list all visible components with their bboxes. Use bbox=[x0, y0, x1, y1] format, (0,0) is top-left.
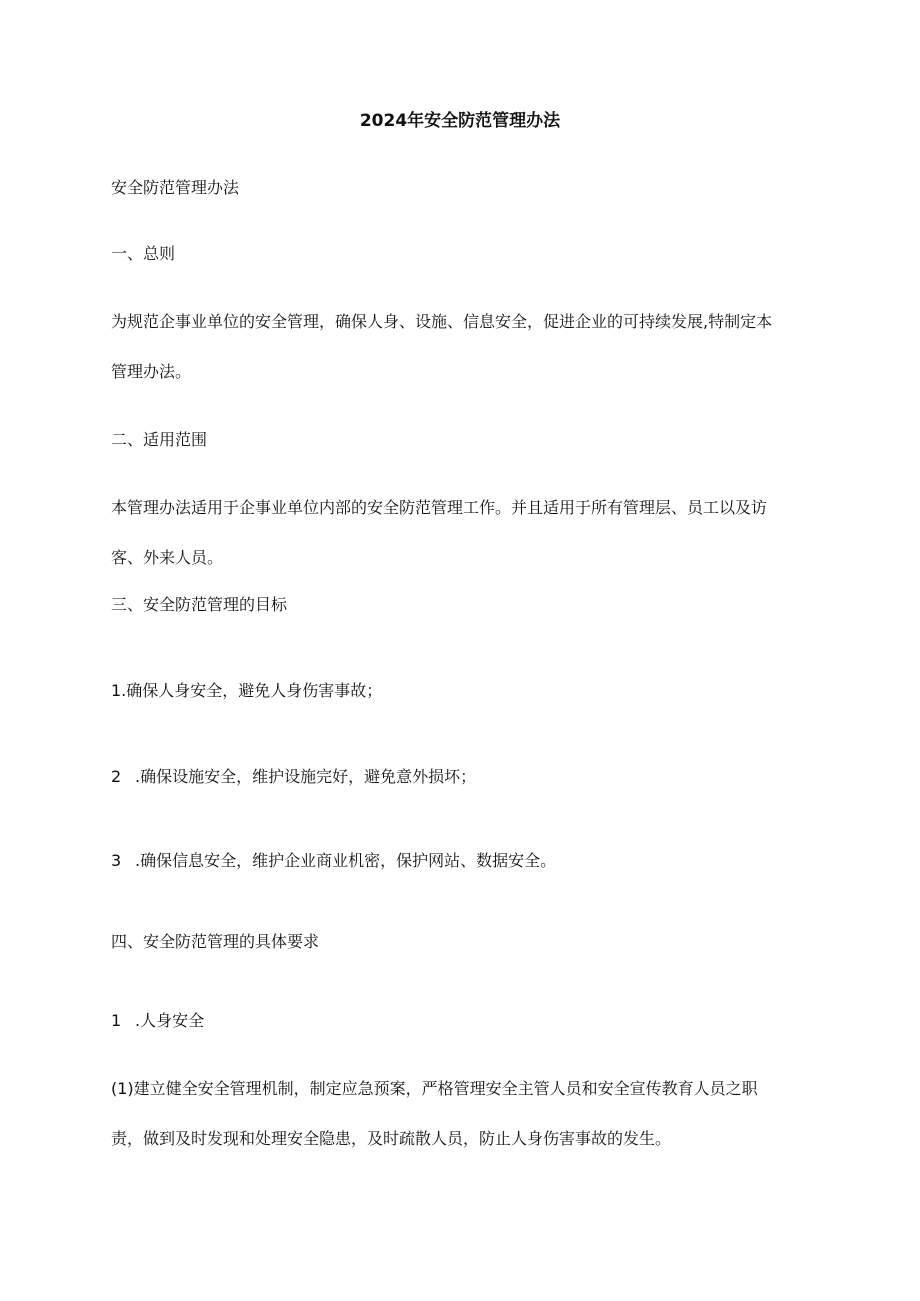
paragraph-line: (1)建立健全安全管理机制，制定应急预案，严格管理安全主管人员和安全宣传教育人员之职 bbox=[111, 1079, 758, 1098]
list-number: 3 bbox=[111, 851, 122, 870]
paragraph-scope bbox=[111, 483, 821, 583]
paragraph-line: 本管理办法适用于企事业单位内部的安全防范管理工作。并且适用于所有管理层、员工以及访 bbox=[111, 498, 768, 517]
list-text: .确保设施安全，维护设施完好，避免意外损坏； bbox=[135, 767, 477, 786]
section-heading-requirements: 四、安全防范管理的具体要求 bbox=[111, 932, 320, 951]
section-heading-scope: 二、适用范围 bbox=[111, 430, 208, 449]
document-subtitle: 安全防范管理办法 bbox=[111, 178, 240, 197]
paragraph-requirement-1 bbox=[111, 1064, 821, 1164]
list-number: 2 bbox=[111, 767, 122, 786]
paragraph-general bbox=[111, 297, 821, 397]
goal-item-2 bbox=[111, 765, 476, 789]
subsection-heading-personal-safety bbox=[111, 1009, 204, 1033]
paragraph-line: 责，做到及时发现和处理安全隐患，及时疏散人员，防止人身伤害事故的发生。 bbox=[111, 1129, 672, 1148]
goal-item-1: 1.确保人身安全，避免人身伤害事故； bbox=[111, 681, 383, 700]
goal-item-3 bbox=[111, 849, 556, 873]
paragraph-line: 管理办法。 bbox=[111, 362, 192, 381]
section-heading-goals: 三、安全防范管理的目标 bbox=[111, 595, 288, 614]
paragraph-line: 为规范企事业单位的安全管理，确保人身、设施、信息安全，促进企业的可持续发展,特制定本 bbox=[111, 312, 773, 331]
list-number: 1 bbox=[111, 1011, 122, 1030]
list-text: .确保信息安全，维护企业商业机密，保护网站、数据安全。 bbox=[135, 851, 557, 870]
paragraph-line: 客、外来人员。 bbox=[111, 548, 224, 567]
list-text: .人身安全 bbox=[135, 1011, 205, 1030]
document-title: 2024年安全防范管理办法 bbox=[359, 111, 561, 131]
section-heading-general: 一、总则 bbox=[111, 244, 176, 263]
